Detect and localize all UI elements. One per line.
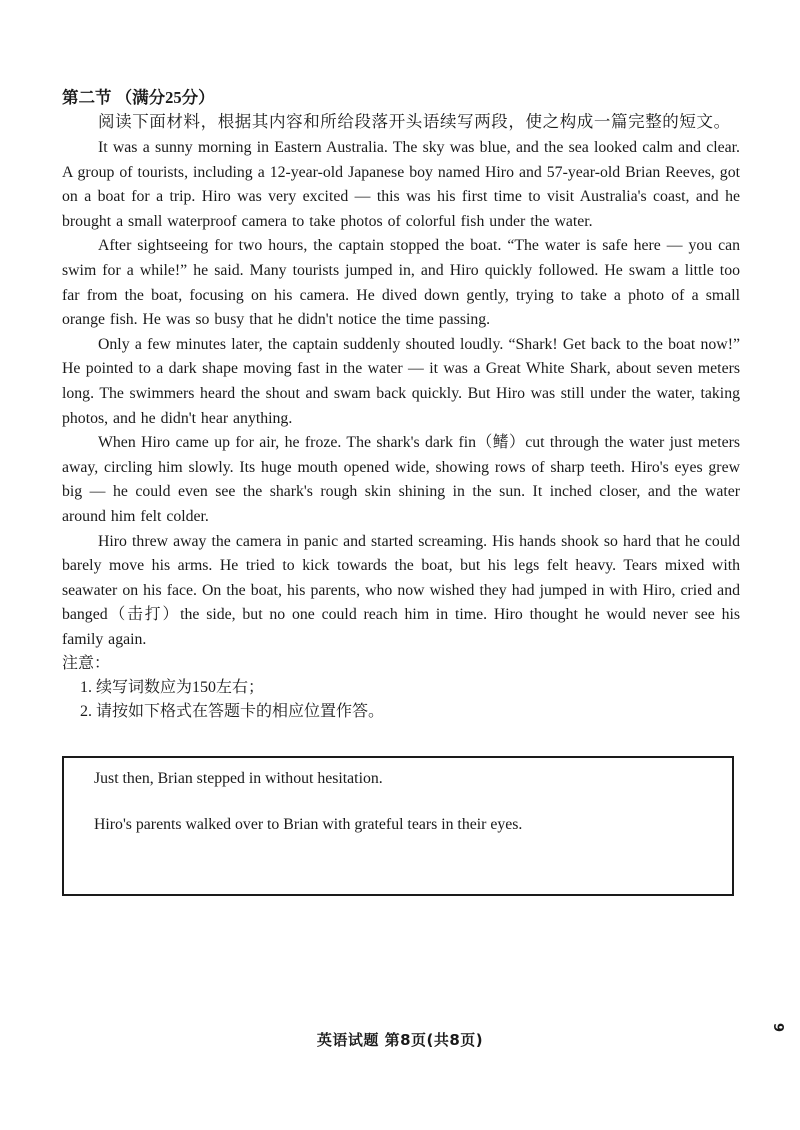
story-paragraph-5: Hiro threw away the camera in panic and started screaming. His hands shook so hard that he could barely move his arms. He tried to kick towards the boat, but his legs felt heavy. Tears mixed with seawater on his face. On the boat, his parents, who now wished they had jumped in with Hiro, cried and banged（击打）the side, but no one could reach him in time. Hiro thought he would never see his family again. bbox=[62, 532, 740, 648]
exam-page bbox=[62, 86, 740, 724]
story-paragraph-4: When Hiro came up for air, he froze. The shark's dark fin（鳍）cut through the water just meters away, circling him slowly. Its huge mouth opened wide, showing rows of sharp teeth. Hiro's eyes grew big — he could even see the shark's rough skin shining in the sun. It inched closer, and the water around him felt colder. bbox=[62, 434, 740, 525]
paragraph-opening-1: Just then, Brian stepped in without hesitation. bbox=[94, 770, 383, 787]
edge-mark: 9 bbox=[770, 1022, 786, 1033]
page-footer: 英语试题 第8页(共8页) bbox=[316, 1031, 484, 1049]
note-item-answer-format: 2. 请按如下格式在答题卡的相应位置作答。 bbox=[80, 703, 385, 721]
story-text bbox=[62, 136, 740, 652]
answer-format-box bbox=[62, 756, 734, 896]
story-paragraph-1: It was a sunny morning in Eastern Australia. The sky was blue, and the sea looked calm and clear. A group of tourists, including a 12-year-old Japanese boy named Hiro and 57-year-old Brian Reeves, got on a boat for a trip. Hiro was very excited — this was his first time to visit Australia's coast, and he brought a small waterproof camera to take photos of colorful fish under the water. bbox=[62, 139, 740, 230]
task-instruction: 阅读下面材料，根据其内容和所给段落开头语续写两段，使之构成一篇完整的短文。 bbox=[98, 112, 731, 131]
note-item-word-count: 1. 续写词数应为150左右； bbox=[80, 679, 265, 697]
story-paragraph-3: Only a few minutes later, the captain suddenly shouted loudly. “Shark! Get back to the boat now!” He pointed to a dark shape moving fast in the water — it was a Great White Shark, about seven meters long. The swimmers heard the shout and swam back quickly. But Hiro was still under the water, taking photos, and he didn't hear anything. bbox=[62, 335, 740, 427]
section-heading: 第二节 （满分25分） bbox=[62, 88, 215, 107]
paragraph-opening-2: Hiro's parents walked over to Brian with grateful tears in their eyes. bbox=[94, 816, 523, 833]
notes-title: 注意： bbox=[62, 655, 111, 673]
story-paragraph-2: After sightseeing for two hours, the captain stopped the boat. “The water is safe here — you can swim for a while!” he said. Many tourists jumped in, and Hiro quickly followed. He swam a little too far from the boat, focusing on his camera. He dived down gently, trying to take a photo of a small orange fish. He was so busy that he didn't notice the time passing. bbox=[62, 237, 740, 329]
